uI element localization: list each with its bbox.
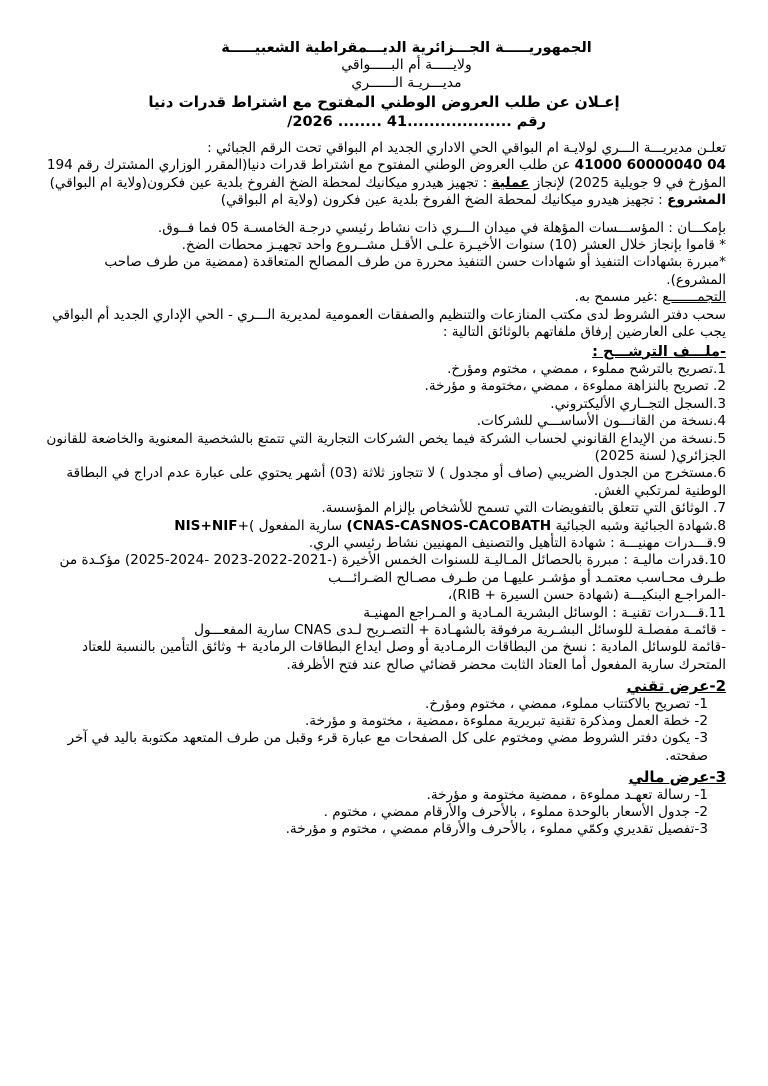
wilaya-heading: ولايـــــة أم البـــــواقي [341,57,472,74]
list-item: 2. تصريح بالنزاهة مملوءة ، ممضي ،مختومة و مؤرخة. [424,378,726,395]
list-item: 3- يكون دفتر الشروط مضي ومختوم على كل الصفحات مع عبارة قرء وقبل من طرف المتعهد مكتوبة باليد في آخر صفحته. [67,730,708,764]
financial-heading [42,769,726,786]
list-item: 5.نسخة من الإيداع القانوني لحساب الشركة فيما يخص الشركات التجارية التي تتمتع بالشخصية المعنوية والخاضعة للقانون الجزائري( لسنة 2025) [46,430,726,464]
list-item: 1.تصريح بالترشح مملوء ، ممضي ، مختوم ومؤرخ. [447,360,726,377]
directorate-heading: مديـــريـة الــــــري [351,74,462,91]
grouping-label: التجمـــــــع [662,289,726,306]
eligibility-line: *مبررة بشهادات التنفيذ أو شهادات حسن التنفيذ محررة من طرف المصالح المتعاقدة (ممضية من طرف صاحب المشروع). [104,254,726,288]
intro-text: عن طلب العروض الوطني المفتوح مع اشتراط قدرات دنيا(المقرر الوزاري المشترك رقم 194 المؤرخ في 9 جويلية 2025) لإنجاز [46,157,726,191]
list-item: -قائمة للوسائل المادية : نسخ من البطاقات الرمـادية أو وصل ايداع البطاقات الرمادية + وثائق التأمين بالنسبة للعتاد المتحرك سارية المفعول أما العتاد الثابت محضر قضائي صالح عند فتح الأظرفة. [82,639,726,673]
list-item: 3-تفصيل تقديري وكمّي مملوء ، بالأحرف والأرقام ممضي ، مختوم و مؤرخة. [285,821,708,838]
financial-section [42,769,726,839]
list-item: -المراجـع البنكيـــة (شهادة حسن السيرة + RIB)، [447,587,726,604]
intro-section [42,140,726,210]
item-text: سارية المفعول )+ [237,517,347,534]
list-item: 6.مستخرج من الجدول الضريبي (صاف أو مجدول ) لا تتجاوز ثلاثة (03) أشهر يحتوي على عبارة عدم ادراج في البطاقة الوطنية لمرتكبي الغش. [66,465,726,499]
heading-text: 3-عرض مالي [628,768,726,787]
list-item: 1- رسالة تعهـد مملوءة ، ممضية مختومة و مؤرخة. [426,786,708,803]
technical-heading [42,678,726,695]
tax-number: 41000 60000040 04 [574,157,726,174]
list-item: 9.قـــدرات مهنيـــة : شهادة التأهيل والتصنيف المهنيين نشاط رئيسي الري. [308,534,726,551]
item-bold-text: (CNAS-CASNOS-CACOBATH [346,517,552,534]
project-line [42,192,726,209]
technical-section [42,678,726,765]
intro-paragraph-2 [42,157,726,192]
grouping-text: :غير مسمح به. [574,289,663,306]
withdraw-paragraph: سحب دفتر الشروط لدى مكتب المنازعات والتنظيم والصفقات العمومية لمديرية الـــري - الحي الإداري الجديد أم البواقي يجب على العارضين إرفاق ملفاتهم بالوثائق التالية : [52,306,726,341]
candidacy-heading: -ملـــف الترشـــح : [592,343,726,360]
list-item-tax-certificate [42,518,726,535]
list-item: 3.السجل التجــاري الأليكتروني. [550,395,726,412]
grouping-line [42,289,726,306]
list-item: 2- خطة العمل ومذكرة تقنية تبريرية مملوءة ،ممضية ، مختومة و مؤرخة. [304,713,708,730]
candidacy-section [42,344,726,675]
heading-text: 2-عرض تقني [626,677,726,696]
eligibility-line: بإمكـــان : المؤســـسات المؤهلة في ميدان الـــري ذات نشاط رئيسي درجـة الخامسـة 05 فما فــوق. [157,219,726,236]
republic-heading: الجمهوريـــــة الجـــزائرية الديـــمقراطية الشعبيـــــة [221,40,592,56]
list-item: 7. الوثائق التي تتعلق بالتفويضات التي تسمح للأشخاص بإلزام المؤسسة. [321,500,726,517]
list-item: 4.نسخة من القانـــون الأساســـي للشركات. [476,413,726,430]
announcement-title: إعـلان عن طلب العروض الوطني المفتوح مع اشتراط قدرات دنيا [148,93,620,112]
intro-paragraph: تعلـن مديريـــة الـــري لولايـة ام البواقي الحي الاداري الجديد ام البواقي تحت الرقم الجبائي : [207,140,726,157]
item-text: 8.شهادة الجبائية وشبه الجبائية [551,517,726,534]
project-text: : تجهيز هيدرو ميكانيك لمحطة الضخ الفروخ بلدية عين فكرون (ولاية ام البواقي) [220,192,668,209]
eligibility-section [42,220,726,342]
document-header [42,40,726,112]
item-bold-text: NIS+NIF [174,517,238,534]
eligibility-line: * قاموا بإنجاز خلال العشر (10) سنوات الأخيـرة علـى الأقـل مشــروع واحد تجهيـز محطات الضخ. [181,237,726,254]
operation-label: عملية [491,174,530,191]
list-item: 10.قدرات ماليـة : مبررة بالحصائل المـاليـة للسنوات الخمس الأخيرة (-2021-2022-2023 -2024-2025) مؤكـدة من طـرف محـاسب معتمـد أو مؤشـر عليهـا من طـرف مصـالح الضـرائـــب [59,552,726,586]
list-item: 2- جدول الأسعار بالوحدة مملوء ، بالأحرف والأرقام ممضي ، مختوم . [323,804,708,821]
list-item: - قائمـة مفصلـة للوسائل البشـرية مرفوقة بالشهـادة + التصـريح لـدى CNAS سارية المفعـــول [194,622,726,638]
list-item: 11.قـــدرات تقنيـة : الوسائل البشرية المـادية و المـراجع المهنيـة [363,604,726,621]
announcement-number: رقم ...................41 ........ 2026/ [287,113,546,130]
operation-text: : تجهيز هيدرو ميكانيك لمحطة الضخ الفروخ بلدية عين فكرون(ولاية ام البواقي) [49,174,492,191]
project-label: المشروع [667,192,726,209]
list-item: 1- تصريح بالاكتتاب مملوء، ممضي ، مختوم ومؤرخ. [425,695,708,712]
